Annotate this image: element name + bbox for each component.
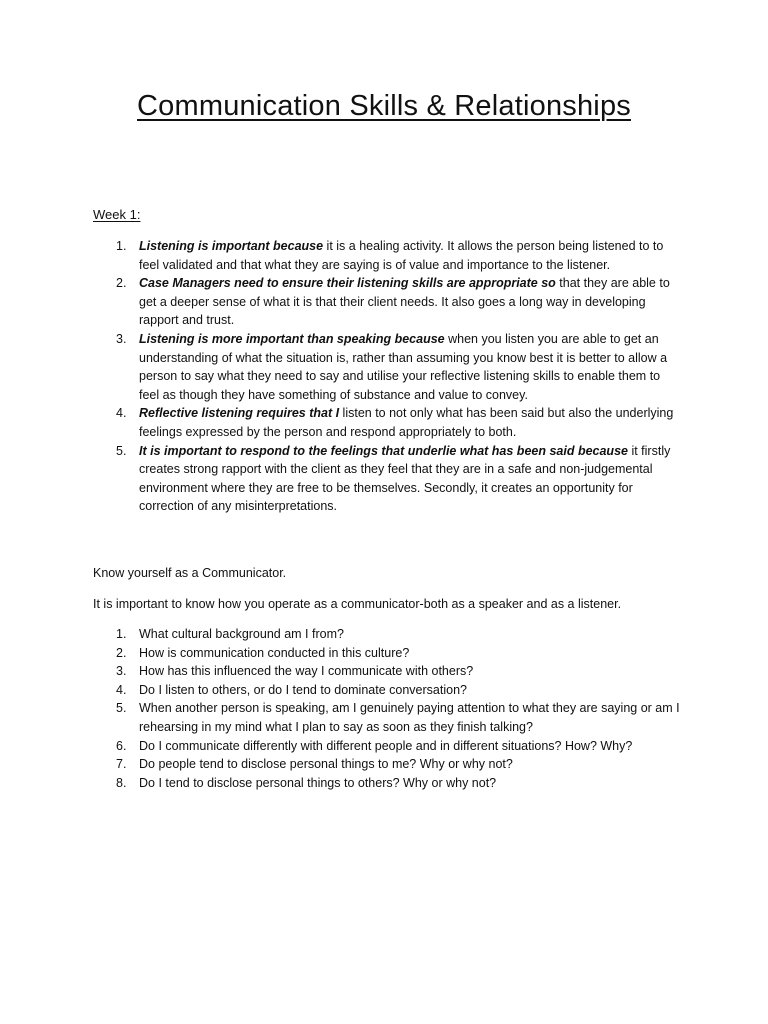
week-list <box>93 237 683 516</box>
list-item-number: 1. <box>116 239 127 253</box>
list-item-text: When another person is speaking, am I genuinely paying attention to what they are saying or am I rehearsing in my mind what I plan to say as soon as they finish talking? <box>139 701 680 734</box>
list-item <box>93 774 683 793</box>
question-list <box>93 625 683 792</box>
list-item-number: 2. <box>116 276 127 291</box>
list-item-text: Do I communicate differently with different people and in different situations? How? Why? <box>139 738 633 753</box>
list-item-text: it firstly creates strong rapport with the client as they feel that they are in a safe and non-judgemental environment where they are free to be themselves. Secondly, it creates an opportunity for correction of any misinterpretations. <box>139 443 671 514</box>
list-item-number: 3. <box>116 664 127 679</box>
list-item-lead: Case Managers need to ensure their listening skills are appropriate so <box>139 276 556 291</box>
list-item-number: 5. <box>116 443 127 458</box>
list-item <box>93 737 683 756</box>
list-item-text: listen to not only what has been said but also the underlying feelings expressed by the person and respond appropriately to both. <box>139 406 674 439</box>
list-item-text: it is a healing activity. It allows the person being listened to to feel validated and that what they are saying is of value and importance to the listener. <box>139 239 664 272</box>
list-item <box>93 699 683 736</box>
list-item-text: that they are able to get a deeper sense of what it is that their client needs. It also goes a long way in developing rapport and trust. <box>139 276 670 328</box>
page-title: Communication Skills & Relationships <box>137 90 631 122</box>
list-item-text: when you listen you are able to get an understanding of what the situation is, rather than assuming you know best it is better to allow a person to say what they need to say and utilise your reflective listening skills to enable them to feel as though they have something of substance and value to convey. <box>139 331 668 402</box>
section-intro: It is important to know how you operate as a communicator-both as a speaker and as a listener. <box>93 597 622 611</box>
list-item <box>93 644 683 663</box>
list-item <box>93 625 683 644</box>
list-item-lead: Listening is more important than speaking because <box>139 331 445 346</box>
list-item-text: Do I tend to disclose personal things to others? Why or why not? <box>139 775 497 790</box>
list-item-lead: Reflective listening requires that I <box>139 406 340 421</box>
list-item-lead: It is important to respond to the feelings that underlie what has been said because <box>139 443 628 458</box>
list-item-number: 5. <box>116 701 127 716</box>
list-item-number: 7. <box>116 757 127 772</box>
list-item-number: 4. <box>116 406 127 421</box>
list-item <box>93 274 683 330</box>
section-heading: Know yourself as a Communicator. <box>93 566 287 580</box>
list-item-number: 3. <box>116 331 127 346</box>
list-item-number: 6. <box>116 738 127 753</box>
list-item <box>93 237 683 274</box>
list-item-text: How is communication conducted in this culture? <box>139 645 410 660</box>
list-item <box>93 404 683 441</box>
list-item-number: 1. <box>116 627 127 641</box>
list-item-text: Do people tend to disclose personal things to me? Why or why not? <box>139 757 513 772</box>
list-item-number: 8. <box>116 775 127 790</box>
list-item-lead: Listening is important because <box>139 239 324 253</box>
list-item <box>93 442 683 516</box>
list-item-text: What cultural background am I from? <box>139 627 344 641</box>
week-heading: Week 1: <box>93 207 141 222</box>
list-item-number: 2. <box>116 645 127 660</box>
list-item <box>93 662 683 681</box>
list-item <box>93 330 683 404</box>
list-item-text: Do I listen to others, or do I tend to dominate conversation? <box>139 682 467 697</box>
list-item <box>93 681 683 700</box>
list-item-number: 4. <box>116 682 127 697</box>
list-item <box>93 755 683 774</box>
list-item-text: How has this influenced the way I communicate with others? <box>139 664 474 679</box>
